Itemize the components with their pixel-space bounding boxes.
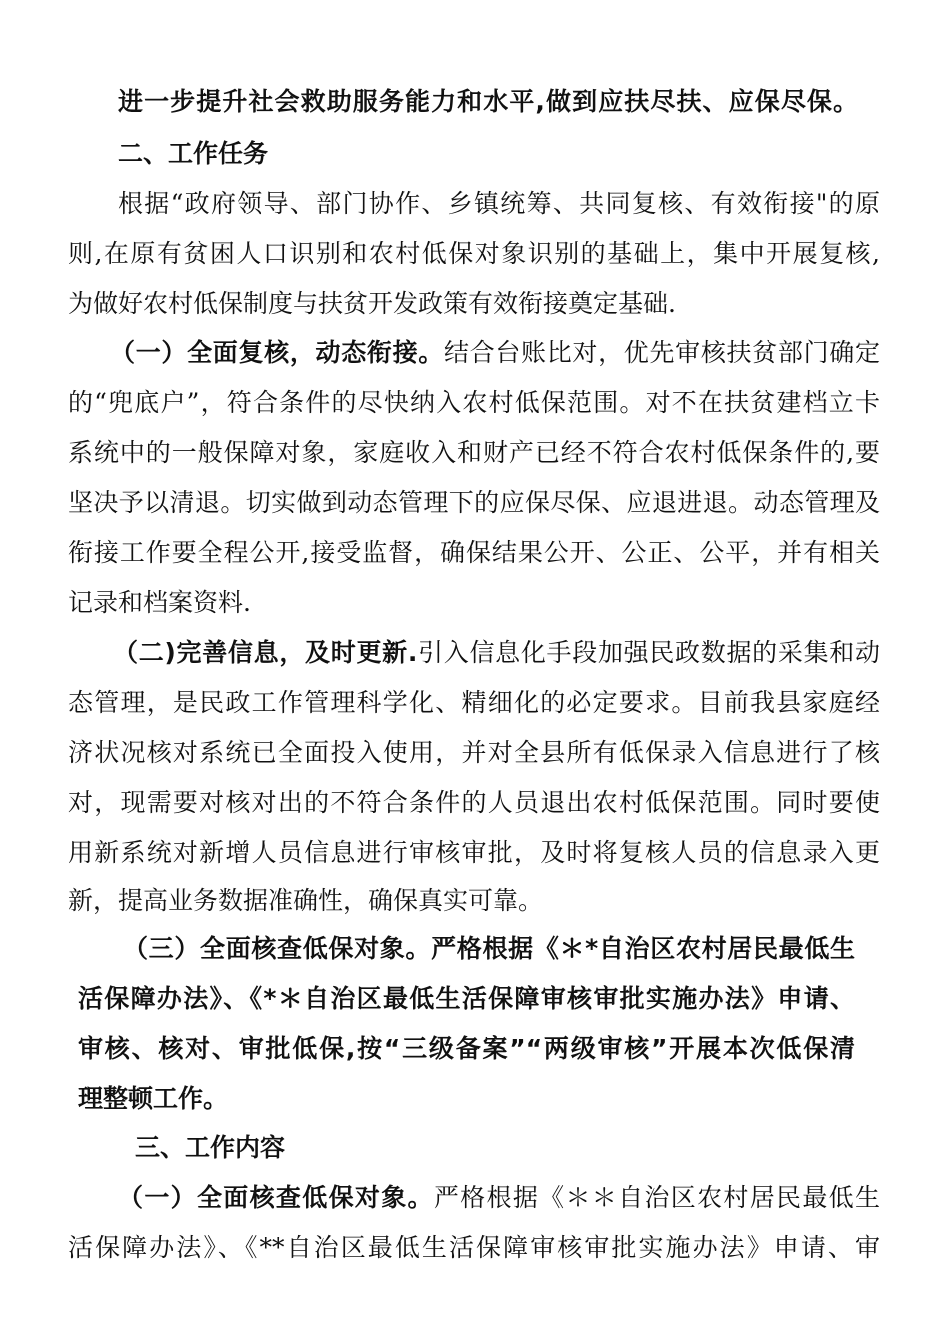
section-heading-content: 三、工作内容	[135, 1133, 286, 1162]
paragraph-principle-line-3: 为做好农村低保制度与扶贫开发政策有效衔接奠定基础.	[68, 289, 676, 318]
subsection-2-title: （二)完善信息，及时更新.	[113, 638, 418, 667]
paragraph-principle-line-1: 根据“政府领导、部门协作、乡镇统筹、共同复核、有效衔接"的原	[118, 189, 880, 218]
paragraph-principle-line-2: 则,在原有贫困人口识别和农村低保对象识别的基础上，集中开展复核,	[68, 239, 880, 268]
content-item-1-line-2: 活保障办法》、《**自治区最低生活保障审核审批实施办法》申请、审	[68, 1233, 880, 1262]
subsection-1-line-1: （一）全面复核，动态衔接。结合台账比对，优先审核扶贫部门确定	[110, 338, 880, 367]
subsection-1-line-6: 记录和档案资料.	[68, 588, 251, 617]
content-item-1-title: （一）全面核查低保对象。	[118, 1183, 434, 1212]
intro-line: 进一步提升社会救助服务能力和水平,做到应扶尽扶、应保尽保。	[118, 87, 858, 116]
subsection-1-line-5: 衔接工作要全程公开,接受监督，确保结果公开、公正、公平，并有相关	[68, 538, 880, 567]
content-item-1-line-1: （一）全面核查低保对象。严格根据《＊＊自治区农村居民最低生	[118, 1183, 880, 1212]
subsection-1-line-4: 坚决予以清退。切实做到动态管理下的应保尽保、应退进退。动态管理及	[68, 488, 880, 517]
subsection-3-line-2: 活保障办法》、《*＊自治区最低生活保障审核审批实施办法》申请、	[78, 984, 855, 1013]
subsection-3-line-1: （三）全面核查低保对象。严格根据《＊*自治区农村居民最低生	[123, 934, 855, 963]
subsection-1-title: （一）全面复核，动态衔接。	[110, 338, 444, 367]
subsection-2-line-2: 态管理，是民政工作管理科学化、精细化的必定要求。目前我县家庭经	[68, 688, 880, 717]
subsection-2-line-5: 用新系统对新增人员信息进行审核审批，及时将复核人员的信息录入更	[68, 838, 880, 867]
subsection-2-line-6: 新，提高业务数据准确性，确保真实可靠。	[68, 886, 544, 915]
subsection-2-line-1: （二)完善信息，及时更新.引入信息化手段加强民政数据的采集和动	[113, 638, 880, 667]
subsection-1-line-2: 的“兜底户”，符合条件的尽快纳入农村低保范围。对不在扶贫建档立卡	[68, 388, 880, 417]
subsection-3-line-4: 理整顿工作。	[78, 1084, 229, 1113]
subsection-2-line-4: 对，现需要对核对出的不符合条件的人员退出农村低保范围。同时要使	[68, 788, 880, 817]
section-heading-tasks: 二、工作任务	[118, 139, 269, 168]
subsection-2-line-3: 济状况核对系统已全面投入使用，并对全县所有低保录入信息进行了核	[68, 738, 880, 767]
subsection-1-line-3: 系统中的一般保障对象，家庭收入和财产已经不符合农村低保条件的,要	[68, 438, 880, 467]
subsection-3-line-3: 审核、核对、审批低保,按“三级备案”“两级审核”开展本次低保清	[78, 1034, 855, 1063]
